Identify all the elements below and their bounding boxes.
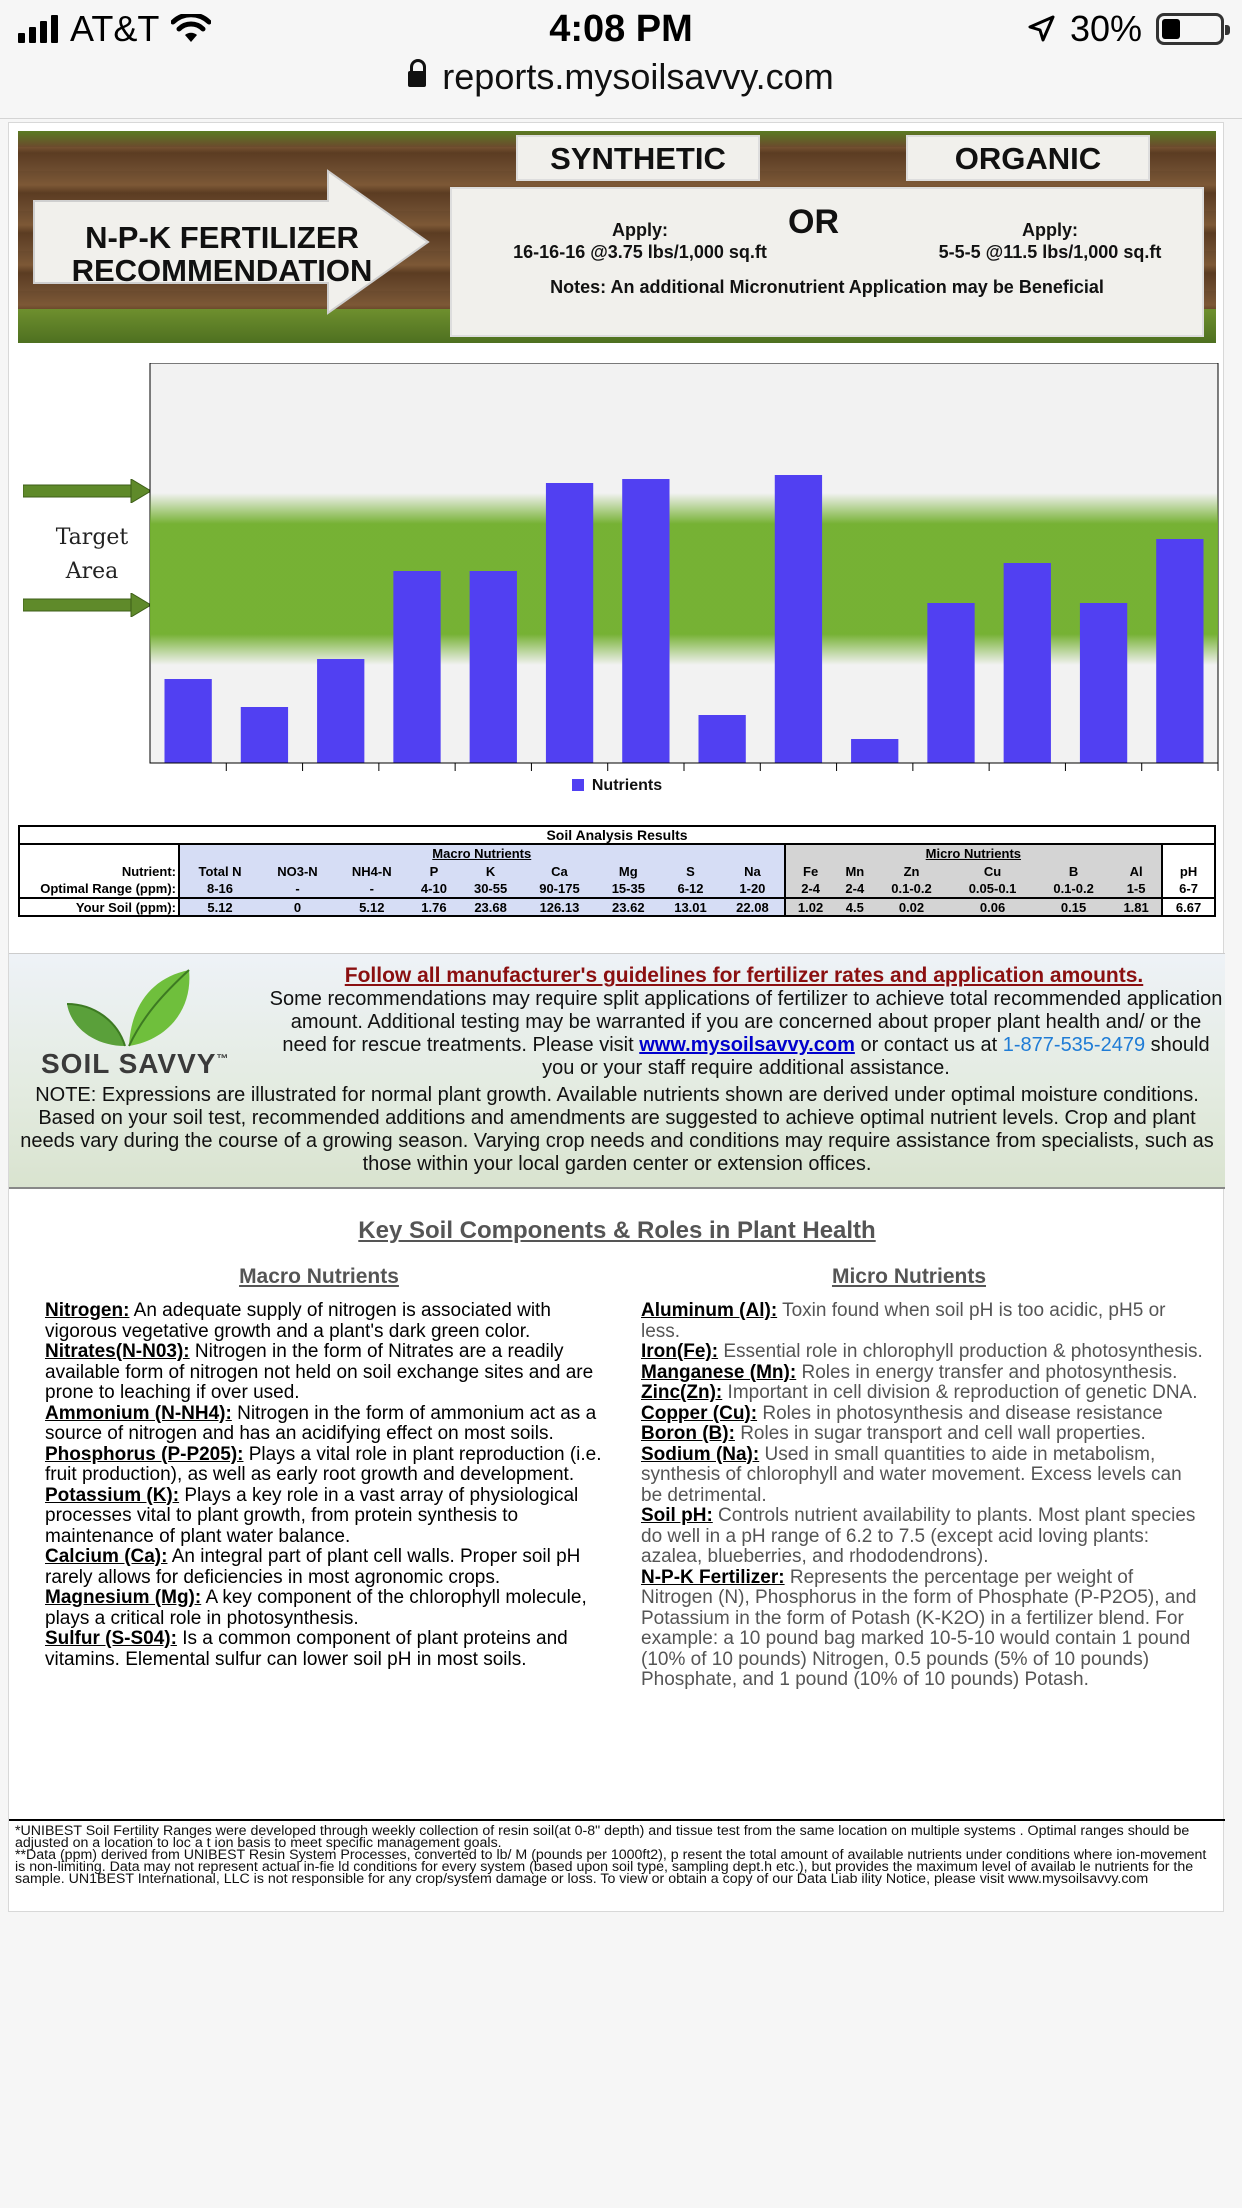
macro-cell-name: Mg <box>597 862 660 880</box>
results-table <box>18 825 1216 917</box>
macro-nutrients-title: Macro Nutrients <box>239 1265 399 1288</box>
status-right <box>1026 8 1224 50</box>
optimal-range-row <box>19 880 1215 898</box>
micro-cell-name: Cu <box>949 862 1036 880</box>
bar-fe <box>698 715 745 763</box>
row-label: Your Soil (ppm): <box>19 898 179 916</box>
micro-header: Micro Nutrients <box>785 844 1163 862</box>
bar-ca <box>393 571 440 763</box>
bar-b <box>1004 563 1051 763</box>
macro-item <box>45 1342 607 1404</box>
macro-cell-name: NH4-N <box>335 862 409 880</box>
nutrient-chart <box>9 353 1225 813</box>
micro-cell-name: Zn <box>874 862 949 880</box>
carrier-name: AT&T <box>70 8 160 49</box>
macro-description: Nitrogen in the form of ammonium act as a source of nitrogen and has an acidifying effect on most soils. <box>45 1402 597 1444</box>
macro-cell-range: 90-175 <box>522 880 597 898</box>
bar-k <box>317 659 364 763</box>
macro-cell-range: 6-12 <box>660 880 722 898</box>
macro-cell-name: NO3-N <box>260 862 335 880</box>
macro-cell-range: 15-35 <box>597 880 660 898</box>
bar-mn <box>775 475 822 763</box>
bar-mg <box>470 571 517 763</box>
micro-nutrients-list <box>641 1301 1203 1691</box>
macro-item <box>45 1629 607 1670</box>
banner-heading-line2: RECOMMENDATION <box>71 253 373 288</box>
organic-apply-label: Apply: <box>1022 220 1078 240</box>
micro-cell-soil: 0.15 <box>1036 898 1111 916</box>
macro-cell-soil: 22.08 <box>721 898 784 916</box>
micro-item <box>641 1506 1203 1568</box>
micro-cell-range: 2-4 <box>836 880 874 898</box>
macro-cell-soil: 0 <box>260 898 335 916</box>
organic-apply <box>880 219 1216 263</box>
target-label-line2: Area <box>65 559 119 584</box>
url-divider <box>0 118 1242 119</box>
row-label: Optimal Range (ppm): <box>40 881 176 896</box>
macro-cell-soil: 13.01 <box>660 898 722 916</box>
micro-term: Zinc(Zn): <box>641 1382 723 1403</box>
macro-cell-name: P <box>409 862 460 880</box>
bar-p <box>241 707 288 763</box>
micro-cell-name: Mn <box>836 862 874 880</box>
footer-notes <box>15 1825 1219 1885</box>
macro-cell-range: 8-16 <box>179 880 260 898</box>
bar-total-n <box>164 679 211 763</box>
macro-nutrients-list <box>45 1301 607 1670</box>
macro-item <box>45 1486 607 1548</box>
synthetic-apply <box>470 219 810 263</box>
macro-cell-soil: 5.12 <box>179 898 260 916</box>
macro-cell-range: 1-20 <box>721 880 784 898</box>
micro-cell-range: 0.1-0.2 <box>874 880 949 898</box>
footer-note-1: *UNIBEST Soil Fertility Ranges were developed through weekly collection of resin soil(at 0-8" depth) and tissue test from the same location on multiple systems . Optimal ranges should be adjusted on a location to loc a t ion basis to meet specific management goals. <box>15 1823 1190 1851</box>
npk-banner <box>18 131 1216 343</box>
footer-rule <box>9 1819 1225 1821</box>
nutrient-row <box>19 862 1215 880</box>
micro-cell-range: 0.1-0.2 <box>1036 880 1111 898</box>
legend-label: Nutrients <box>591 777 663 794</box>
guidelines-text <box>269 988 1223 1080</box>
website-link[interactable]: www.mysoilsavvy.com <box>639 1034 855 1056</box>
macro-description: A key component of the chlorophyll molecule, plays a critical role in photosynthesis. <box>45 1587 587 1629</box>
battery-icon <box>1156 13 1224 45</box>
macro-item <box>45 1445 607 1486</box>
lock-icon <box>408 71 426 87</box>
macro-term: Nitrogen: <box>45 1300 130 1321</box>
ph-cell-name: pH <box>1162 862 1215 880</box>
your-soil-row <box>19 898 1215 916</box>
guide-text-3: should you or your staff require additional assistance. <box>542 1034 1210 1079</box>
synthetic-apply-value: 16-16-16 @3.75 lbs/1,000 sq.ft <box>513 242 767 262</box>
micro-item <box>641 1568 1203 1691</box>
macro-description: Is a common component of plant proteins and vitamins. Elemental sulfur can lower soil pH in most soils. <box>45 1628 568 1670</box>
soil-savvy-logo <box>19 960 263 1084</box>
status-bar <box>0 0 1242 60</box>
report-page <box>8 122 1224 1912</box>
phone-link[interactable]: 1-877-535-2479 <box>1002 1034 1146 1056</box>
ph-cell-range: 6-7 <box>1162 880 1215 898</box>
note-text: NOTE: Expressions are illustrated for normal plant growth. Available nutrients shown are derived under optimal moisture conditions. Based on your soil test, recommended additions and amendments are suggested to achieve optimal nutrient levels. Crop and plant needs vary during the course of a growing season. Varying crop needs and conditions may require assistance from specialists, such as those within your local garden center or extension offices. <box>20 1084 1214 1175</box>
micro-term: N-P-K Fertilizer: <box>641 1566 785 1588</box>
micro-item <box>641 1342 1203 1363</box>
synthetic-tab: SYNTHETIC <box>516 135 760 181</box>
macro-cell-soil: 1.76 <box>409 898 460 916</box>
micro-item <box>641 1424 1203 1445</box>
micro-description: Roles in energy transfer and photosynthesis. <box>796 1361 1178 1383</box>
logo-tm: ™ <box>216 1051 230 1066</box>
micro-description: Important in cell division & reproduction of genetic DNA. <box>722 1382 1198 1403</box>
macro-term: Potassium (K): <box>45 1484 180 1506</box>
macro-term: Magnesium (Mg): <box>45 1587 202 1608</box>
chart-legend <box>9 777 1225 795</box>
micro-term: Boron (B): <box>641 1423 735 1444</box>
ph-header-blank <box>1162 844 1215 862</box>
micro-term: Copper (Cu): <box>641 1402 758 1424</box>
micro-term: Iron(Fe): <box>641 1341 719 1362</box>
location-arrow-icon <box>1026 14 1056 44</box>
macro-description: An integral part of plant cell walls. Proper soil pH rarely allows for deficiencies in most agronomic crops. <box>45 1546 581 1588</box>
legend-swatch <box>572 779 584 791</box>
micro-item <box>641 1383 1203 1404</box>
macro-cell-name: Ca <box>522 862 597 880</box>
macro-description: Plays a vital role in plant reproduction (i.e. fruit production), as well as early root growth and development. <box>45 1443 602 1485</box>
macro-term: Sulfur (S-S04): <box>45 1628 177 1649</box>
micro-term: Manganese (Mn): <box>641 1361 797 1383</box>
macro-cell-name: S <box>660 862 722 880</box>
bar-zn <box>851 739 898 763</box>
banner-heading <box>52 221 392 287</box>
url-text[interactable]: reports.mysoilsavvy.com <box>442 56 834 97</box>
target-band <box>150 493 1218 665</box>
chart-plot <box>140 363 1220 773</box>
macro-cell-soil: 5.12 <box>335 898 409 916</box>
micro-item <box>641 1404 1203 1425</box>
banner-notes: Notes: An additional Micronutrient Application may be Beneficial <box>550 277 1104 297</box>
micro-cell-soil: 1.02 <box>785 898 836 916</box>
guide-text-1: Some recommendations may require split applications of fertilizer to achieve total recommended application amount. Additional testing may be warranted if you are concerned about proper plant health and/ or the need for rescue treatments. Please visit <box>269 988 1223 1056</box>
micro-cell-name: Al <box>1111 862 1162 880</box>
macro-cell-soil: 23.62 <box>597 898 660 916</box>
or-text: OR <box>788 203 839 241</box>
soil-analysis-table <box>18 825 1216 917</box>
micro-term: Soil pH: <box>641 1505 713 1526</box>
micro-item <box>641 1301 1203 1342</box>
footer-note-2: **Data (ppm) derived from UNIBEST Resin System Processes, converted to lb/ M (pounds per 1000ft2), p resent the total amount of available nutrients under conditions where ion-movement is non-limiting. Data may not represent actual in-fie ld conditions for every system (based upon soil type, sampling dept.h etc.), but provides the maximum level of availab le nutrients for the sample. UN1BEST International, LLC is not responsible for any crop/system damage or loss. To view or obtain a copy of our Data Liab ility Notice, please visit www.mysoilsavvy.com <box>15 1847 1207 1887</box>
micro-item <box>641 1363 1203 1384</box>
micro-cell-soil: 1.81 <box>1111 898 1162 916</box>
micro-description: Roles in photosynthesis and disease resistance <box>757 1402 1163 1424</box>
url-bar[interactable] <box>0 56 1242 116</box>
info-box <box>9 953 1225 1189</box>
micro-cell-name: B <box>1036 862 1111 880</box>
macro-description: An adequate supply of nitrogen is associated with vigorous vegetative growth and a plant's dark green color. <box>45 1300 551 1342</box>
macro-cell-range: - <box>260 880 335 898</box>
logo-text <box>41 1048 229 1080</box>
target-top-arrow-icon <box>23 479 153 503</box>
micro-description: Controls nutrient availability to plants. Most plant species do well in a pH range of 6.2 to 7.5 (except acid loving plants: azalea, blueberries, and rhododendrons). <box>641 1505 1196 1567</box>
macro-cell-name: Na <box>721 862 784 880</box>
macro-term: Nitrates(N-N03): <box>45 1341 190 1362</box>
micro-description: Used in small quantities to aide in metabolism, synthesis of chlorophyll and water movement. Excess levels can be detrimental. <box>641 1443 1182 1506</box>
micro-cell-soil: 4.5 <box>836 898 874 916</box>
group-header-row <box>19 844 1215 862</box>
guide-text-2: or contact us at <box>854 1034 1003 1056</box>
organic-tab: ORGANIC <box>906 135 1150 181</box>
macro-cell-name: Total N <box>179 862 260 880</box>
macro-cell-name: K <box>459 862 522 880</box>
macro-item <box>45 1301 607 1342</box>
target-label-line1: Target <box>55 525 129 550</box>
bar-ph <box>1156 539 1203 763</box>
logo-name: SOIL SAVVY <box>41 1048 217 1079</box>
micro-cell-name: Fe <box>785 862 836 880</box>
leaf-logo-icon <box>47 960 207 1050</box>
organic-apply-value: 5-5-5 @11.5 lbs/1,000 sq.ft <box>938 242 1162 262</box>
key-components-title: Key Soil Components & Roles in Plant Health <box>358 1217 876 1244</box>
macro-item <box>45 1547 607 1588</box>
micro-term: Sodium (Na): <box>641 1443 760 1465</box>
macro-cell-range: - <box>335 880 409 898</box>
macro-header: Macro Nutrients <box>179 844 785 862</box>
group-label-blank <box>19 844 179 862</box>
micro-cell-soil: 0.06 <box>949 898 1036 916</box>
status-time: 4:08 PM <box>549 8 693 50</box>
banner-heading-line1: N-P-K FERTILIZER <box>85 220 359 255</box>
bar-na <box>622 479 669 763</box>
micro-term: Aluminum (Al): <box>641 1300 778 1321</box>
arrow-sign <box>28 167 428 313</box>
micro-cell-range: 0.05-0.1 <box>949 880 1036 898</box>
macro-cell-soil: 23.68 <box>459 898 522 916</box>
row-label: Nutrient: <box>121 863 176 879</box>
micro-description: Essential role in chlorophyll production & photosynthesis. <box>718 1341 1203 1362</box>
target-area-label <box>37 521 147 589</box>
micro-cell-range: 2-4 <box>785 880 836 898</box>
bar-cu <box>927 603 974 763</box>
macro-item <box>45 1404 607 1445</box>
bar-s <box>546 483 593 763</box>
battery-percent: 30% <box>1069 8 1142 49</box>
micro-description: Roles in sugar transport and cell wall properties. <box>734 1423 1146 1444</box>
synthetic-apply-label: Apply: <box>612 220 668 240</box>
macro-description: Plays a key role in a vast array of physiological processes vital to plant growth, from protein synthesis to maintenance of plant water balance. <box>45 1484 579 1547</box>
macro-term: Calcium (Ca): <box>45 1546 168 1567</box>
macro-cell-soil: 126.13 <box>522 898 597 916</box>
macro-term: Phosphorus (P-P205): <box>45 1443 244 1465</box>
macro-cell-range: 4-10 <box>409 880 460 898</box>
bar-al <box>1080 603 1127 763</box>
results-title: Soil Analysis Results <box>19 826 1215 844</box>
target-bottom-arrow-icon <box>23 593 153 617</box>
micro-description: Represents the percentage per weight of Nitrogen (N), Phosphorus in the form of Phosphate (P-P2O5), and Potassium in the form of Potash (K-K2O) in a fertilizer blend. For example: a 10 pound bag marked 10-5-10 would contain 1 pound (10% of 10 pounds) Nitrogen, 0.5 pounds (5% of 10 pounds) Phosphate, and 1 pound (10% of 10 pounds) Potash. <box>641 1566 1197 1690</box>
micro-cell-soil: 0.02 <box>874 898 949 916</box>
macro-description: Nitrogen in the form of Nitrates are a readily available form of nitrogen not held on soil exchange sites and are prone to leaching if over used. <box>45 1341 594 1403</box>
micro-item <box>641 1445 1203 1507</box>
macro-item <box>45 1588 607 1629</box>
guidelines-title: Follow all manufacturer's guidelines for fertilizer rates and application amounts. <box>344 964 1144 987</box>
ph-cell-soil: 6.67 <box>1162 898 1215 916</box>
micro-description: Toxin found when soil pH is too acidic, pH5 or less. <box>641 1300 1166 1342</box>
micro-nutrients-title: Micro Nutrients <box>831 1265 986 1288</box>
micro-cell-range: 1-5 <box>1111 880 1162 898</box>
macro-term: Ammonium (N-NH4): <box>45 1402 232 1424</box>
macro-cell-range: 30-55 <box>459 880 522 898</box>
